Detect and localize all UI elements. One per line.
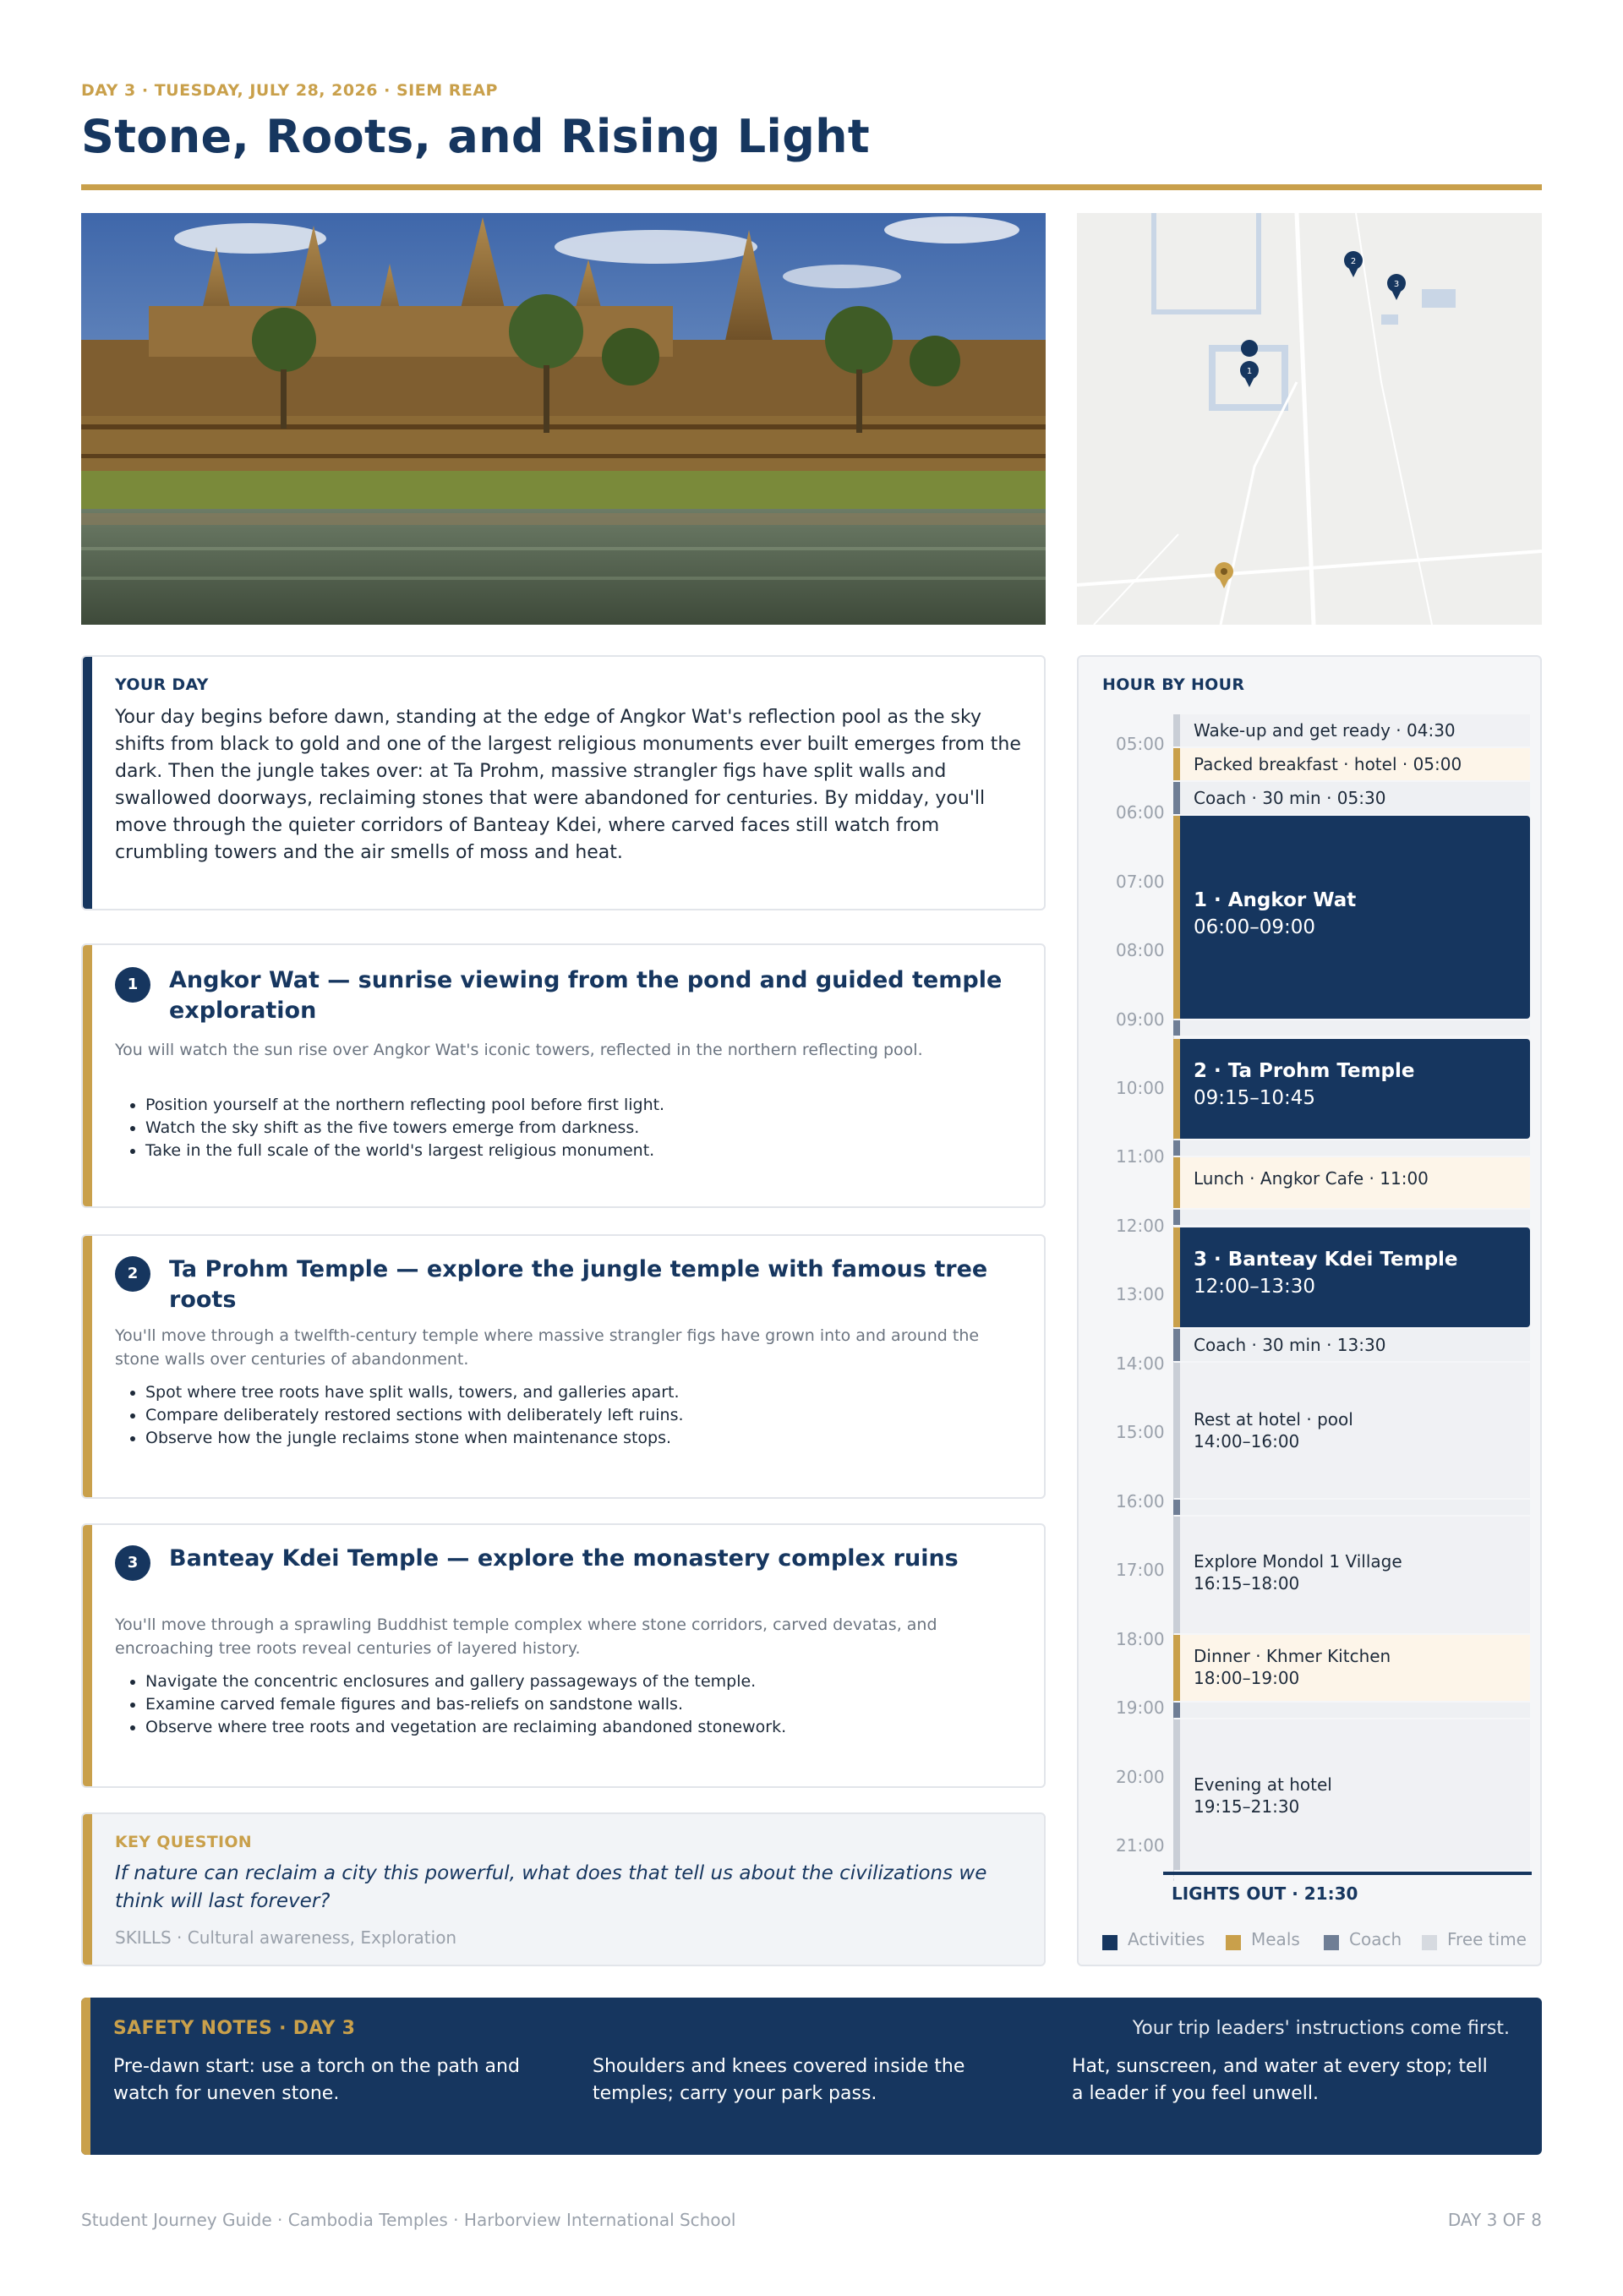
page bbox=[81, 0, 1542, 2296]
schedule-block-time: 09:15–10:45 bbox=[1194, 1087, 1316, 1109]
hour-tick: 07:00 bbox=[1116, 872, 1165, 892]
map-pin-2-label: 2 bbox=[1350, 257, 1357, 266]
schedule-block-coach[interactable] bbox=[1173, 1329, 1530, 1361]
activity-1-number: 1 bbox=[115, 967, 150, 1003]
activity-1-desc: You will watch the sun rise over Angkor Wat's iconic towers, reflected in the northern reflecting pool. bbox=[115, 1041, 923, 1059]
schedule-block-time: 16:15–18:00 bbox=[1194, 1573, 1300, 1594]
schedule-block-coach[interactable] bbox=[1173, 1500, 1530, 1515]
schedule-block-breakfast[interactable] bbox=[1173, 748, 1530, 780]
block-stripe bbox=[1173, 1039, 1180, 1139]
activity-2-accent bbox=[83, 1236, 92, 1497]
schedule-block-title: 2 · Ta Prohm Temple bbox=[1194, 1060, 1415, 1082]
lights-out-rule bbox=[1163, 1872, 1532, 1875]
your-day-label: YOUR DAY bbox=[115, 675, 209, 694]
schedule-block-time: 19:15–21:30 bbox=[1194, 1796, 1300, 1817]
route-map[interactable] bbox=[1077, 213, 1542, 625]
your-day-text: Your day begins before dawn, standing at the edge of Angkor Wat's reflection pool as the sky shifts from black to gold and one of the largest religious monuments ever built emerges from the dark. Then the jungle takes over: at Ta Prohm, massive strangler figs have split walls and swallowed doorways, reclaiming stones that were abandoned for centuries. By midday, you'll move through the quieter corridors of Banteay Kdei, where carved faces still watch from crumbling towers and the air smells of moss and heat. bbox=[115, 707, 1021, 863]
hour-tick: 13:00 bbox=[1116, 1284, 1165, 1304]
block-stripe bbox=[1173, 1517, 1180, 1633]
schedule-block-title: Evening at hotel bbox=[1194, 1774, 1332, 1795]
block-stripe bbox=[1173, 1227, 1180, 1327]
legend-label: Meals bbox=[1251, 1929, 1300, 1949]
hour-by-hour-label: HOUR BY HOUR bbox=[1102, 675, 1245, 694]
activity-card-3 bbox=[81, 1523, 1046, 1788]
safety-note: Your trip leaders' instructions come first. bbox=[1132, 2018, 1510, 2039]
block-stripe bbox=[1173, 1500, 1180, 1515]
schedule-block-lunch[interactable] bbox=[1173, 1157, 1530, 1208]
schedule-block-text bbox=[1194, 1246, 1522, 1300]
schedule-block-explore[interactable] bbox=[1173, 1517, 1530, 1633]
skills-text: SKILLS · Cultural awareness, Exploration bbox=[115, 1927, 457, 1948]
schedule-block-text bbox=[1194, 1550, 1522, 1594]
schedule-block-label: Coach · 30 min · 05:30 bbox=[1194, 788, 1386, 808]
hour-tick: 10:00 bbox=[1116, 1078, 1165, 1098]
schedule-block-label: Coach · 30 min · 13:30 bbox=[1194, 1335, 1386, 1355]
activity-3-number: 3 bbox=[115, 1545, 150, 1581]
activity-3-bullets bbox=[145, 1670, 1025, 1739]
hour-tick: 05:00 bbox=[1116, 734, 1165, 754]
activity-2-number: 2 bbox=[115, 1256, 150, 1292]
hour-tick: 16:00 bbox=[1116, 1491, 1165, 1512]
list-item: • Examine carved female figures and bas-reliefs on sandstone walls. bbox=[145, 1693, 1025, 1716]
schedule-block-angkor-wat[interactable] bbox=[1173, 816, 1530, 1019]
schedule-block-coach[interactable] bbox=[1173, 1140, 1530, 1156]
schedule-block-ta-prohm[interactable] bbox=[1173, 1039, 1530, 1139]
block-stripe bbox=[1173, 1157, 1180, 1208]
day-kicker: DAY 3 · TUESDAY, JULY 28, 2026 · SIEM REAP bbox=[81, 81, 498, 100]
schedule-block-time: 06:00–09:00 bbox=[1194, 916, 1316, 938]
activity-1-accent bbox=[83, 945, 92, 1206]
safety-accent bbox=[81, 1998, 90, 2155]
block-stripe bbox=[1173, 782, 1180, 814]
hour-tick: 08:00 bbox=[1116, 940, 1165, 960]
activity-card-1 bbox=[81, 943, 1046, 1208]
schedule-block-coach[interactable] bbox=[1173, 1020, 1530, 1036]
activity-2-bullets bbox=[145, 1381, 1025, 1450]
schedule-block-label: Lunch · Angkor Cafe · 11:00 bbox=[1194, 1168, 1429, 1189]
schedule-block-text bbox=[1194, 1774, 1522, 1818]
safety-item: Hat, sunscreen, and water at every stop; tell a leader if you feel unwell. bbox=[1072, 2056, 1488, 2104]
activity-1-bullets bbox=[145, 1094, 1025, 1162]
hour-by-hour-panel bbox=[1077, 655, 1542, 1966]
list-item: • Compare deliberately restored sections with deliberately left ruins. bbox=[145, 1404, 1025, 1427]
hour-tick: 06:00 bbox=[1116, 802, 1165, 823]
schedule-block-time: 18:00–19:00 bbox=[1194, 1668, 1300, 1688]
list-item: • Take in the full scale of the world's largest religious monument. bbox=[145, 1140, 1025, 1162]
page-title: Stone, Roots, and Rising Light bbox=[81, 110, 871, 163]
schedule-block-text bbox=[1194, 1645, 1522, 1689]
activity-3-title: Banteay Kdei Temple — explore the monastery complex ruins bbox=[169, 1545, 959, 1572]
list-item: • Watch the sky shift as the five towers emerge from darkness. bbox=[145, 1117, 1025, 1140]
key-question-accent bbox=[83, 1814, 92, 1965]
legend-label: Activities bbox=[1128, 1929, 1205, 1949]
list-item: • Spot where tree roots have split walls, towers, and galleries apart. bbox=[145, 1381, 1025, 1404]
schedule-block-label: Packed breakfast · hotel · 05:00 bbox=[1194, 754, 1462, 774]
schedule-block-wake[interactable] bbox=[1173, 714, 1530, 746]
lights-out-label: LIGHTS OUT · 21:30 bbox=[1172, 1883, 1358, 1904]
list-item: • Navigate the concentric enclosures and gallery passageways of the temple. bbox=[145, 1670, 1025, 1693]
footer-text: Student Journey Guide · Cambodia Temples · Harborview International School bbox=[81, 2210, 736, 2230]
safety-item: Pre-dawn start: use a torch on the path and watch for uneven stone. bbox=[113, 2056, 520, 2104]
block-stripe bbox=[1173, 1140, 1180, 1156]
schedule-block-title: 1 · Angkor Wat bbox=[1194, 889, 1357, 911]
schedule-block-time: 14:00–16:00 bbox=[1194, 1431, 1300, 1451]
legend-swatch bbox=[1102, 1935, 1118, 1950]
your-day-card bbox=[81, 655, 1046, 910]
page-indicator: DAY 3 OF 8 bbox=[1447, 2210, 1542, 2230]
list-item: • Observe where tree roots and vegetation are reclaiming abandoned stonework. bbox=[145, 1716, 1025, 1739]
block-stripe bbox=[1173, 714, 1180, 746]
block-stripe bbox=[1173, 1020, 1180, 1036]
schedule-block-time: 12:00–13:30 bbox=[1194, 1276, 1316, 1298]
key-question-card bbox=[81, 1812, 1046, 1966]
schedule-block-coach[interactable] bbox=[1173, 1210, 1530, 1225]
legend-swatch bbox=[1422, 1935, 1437, 1950]
schedule-block-evening[interactable] bbox=[1173, 1719, 1530, 1870]
key-question-text: If nature can reclaim a city this powerful, what does that tell us about the civilizations we think will last forever? bbox=[115, 1862, 987, 1912]
hour-tick: 21:00 bbox=[1116, 1835, 1165, 1856]
safety-label: SAFETY NOTES · DAY 3 bbox=[113, 2018, 356, 2039]
angkor-wat-photo bbox=[81, 213, 1046, 625]
block-stripe bbox=[1173, 816, 1180, 1019]
legend-swatch bbox=[1324, 1935, 1339, 1950]
block-stripe bbox=[1173, 1363, 1180, 1498]
map-pin-1-label: 1 bbox=[1246, 367, 1253, 376]
schedule-block-banteay-kdei[interactable] bbox=[1173, 1227, 1530, 1327]
hour-tick: 20:00 bbox=[1116, 1767, 1165, 1787]
list-item: • Position yourself at the northern reflecting pool before first light. bbox=[145, 1094, 1025, 1117]
hour-tick: 11:00 bbox=[1116, 1146, 1165, 1167]
safety-item: Shoulders and knees covered inside the temples; carry your park pass. bbox=[593, 2056, 965, 2104]
block-stripe bbox=[1173, 1719, 1180, 1870]
schedule-legend bbox=[1102, 1929, 1525, 1951]
activity-2-desc: You'll move through a twelfth-century temple where massive strangler figs have grown into and around the stone walls over centuries of abandonment. bbox=[115, 1326, 980, 1369]
schedule-block-title: Explore Mondol 1 Village bbox=[1194, 1551, 1402, 1572]
schedule-block-text bbox=[1194, 887, 1522, 941]
hour-tick: 14:00 bbox=[1116, 1353, 1165, 1374]
your-day-accent bbox=[83, 657, 92, 909]
schedule-block-rest[interactable] bbox=[1173, 1363, 1530, 1498]
hour-tick: 09:00 bbox=[1116, 1009, 1165, 1030]
activity-3-desc: You'll move through a sprawling Buddhist temple complex where stone corridors, carved devatas, and encroaching tree roots reveal centuries of layered history. bbox=[115, 1615, 937, 1658]
schedule-block-coach[interactable] bbox=[1173, 1703, 1530, 1718]
title-rule bbox=[81, 184, 1542, 190]
schedule-block-coach[interactable] bbox=[1173, 782, 1530, 814]
hour-tick: 12:00 bbox=[1116, 1216, 1165, 1236]
activity-3-accent bbox=[83, 1525, 92, 1786]
block-stripe bbox=[1173, 1635, 1180, 1701]
legend-swatch bbox=[1226, 1935, 1241, 1950]
block-stripe bbox=[1173, 1210, 1180, 1225]
key-question-label: KEY QUESTION bbox=[115, 1833, 253, 1851]
activity-card-2 bbox=[81, 1234, 1046, 1499]
schedule-block-label: Wake-up and get ready · 04:30 bbox=[1194, 720, 1456, 741]
map-pin-3-label: 3 bbox=[1393, 280, 1400, 289]
block-stripe bbox=[1173, 1703, 1180, 1718]
list-item: • Observe how the jungle reclaims stone when maintenance stops. bbox=[145, 1427, 1025, 1450]
schedule-block-dinner[interactable] bbox=[1173, 1635, 1530, 1701]
schedule-block-text bbox=[1194, 1058, 1522, 1112]
schedule-block-text bbox=[1194, 1408, 1522, 1452]
activity-2-title: Ta Prohm Temple — explore the jungle temple with famous tree roots bbox=[169, 1256, 988, 1313]
hour-tick: 15:00 bbox=[1116, 1422, 1165, 1442]
hour-tick: 17:00 bbox=[1116, 1560, 1165, 1580]
schedule-block-title: Dinner · Khmer Kitchen bbox=[1194, 1646, 1391, 1666]
legend-label: Coach bbox=[1349, 1929, 1402, 1949]
block-stripe bbox=[1173, 748, 1180, 780]
hour-tick: 18:00 bbox=[1116, 1629, 1165, 1649]
activity-1-title: Angkor Wat — sunrise viewing from the pond and guided temple exploration bbox=[169, 967, 1003, 1024]
safety-notes bbox=[81, 1998, 1542, 2155]
block-stripe bbox=[1173, 1329, 1180, 1361]
schedule-block-title: 3 · Banteay Kdei Temple bbox=[1194, 1249, 1458, 1271]
schedule-block-title: Rest at hotel · pool bbox=[1194, 1409, 1353, 1430]
hour-tick: 19:00 bbox=[1116, 1697, 1165, 1718]
legend-label: Free time bbox=[1447, 1929, 1527, 1949]
